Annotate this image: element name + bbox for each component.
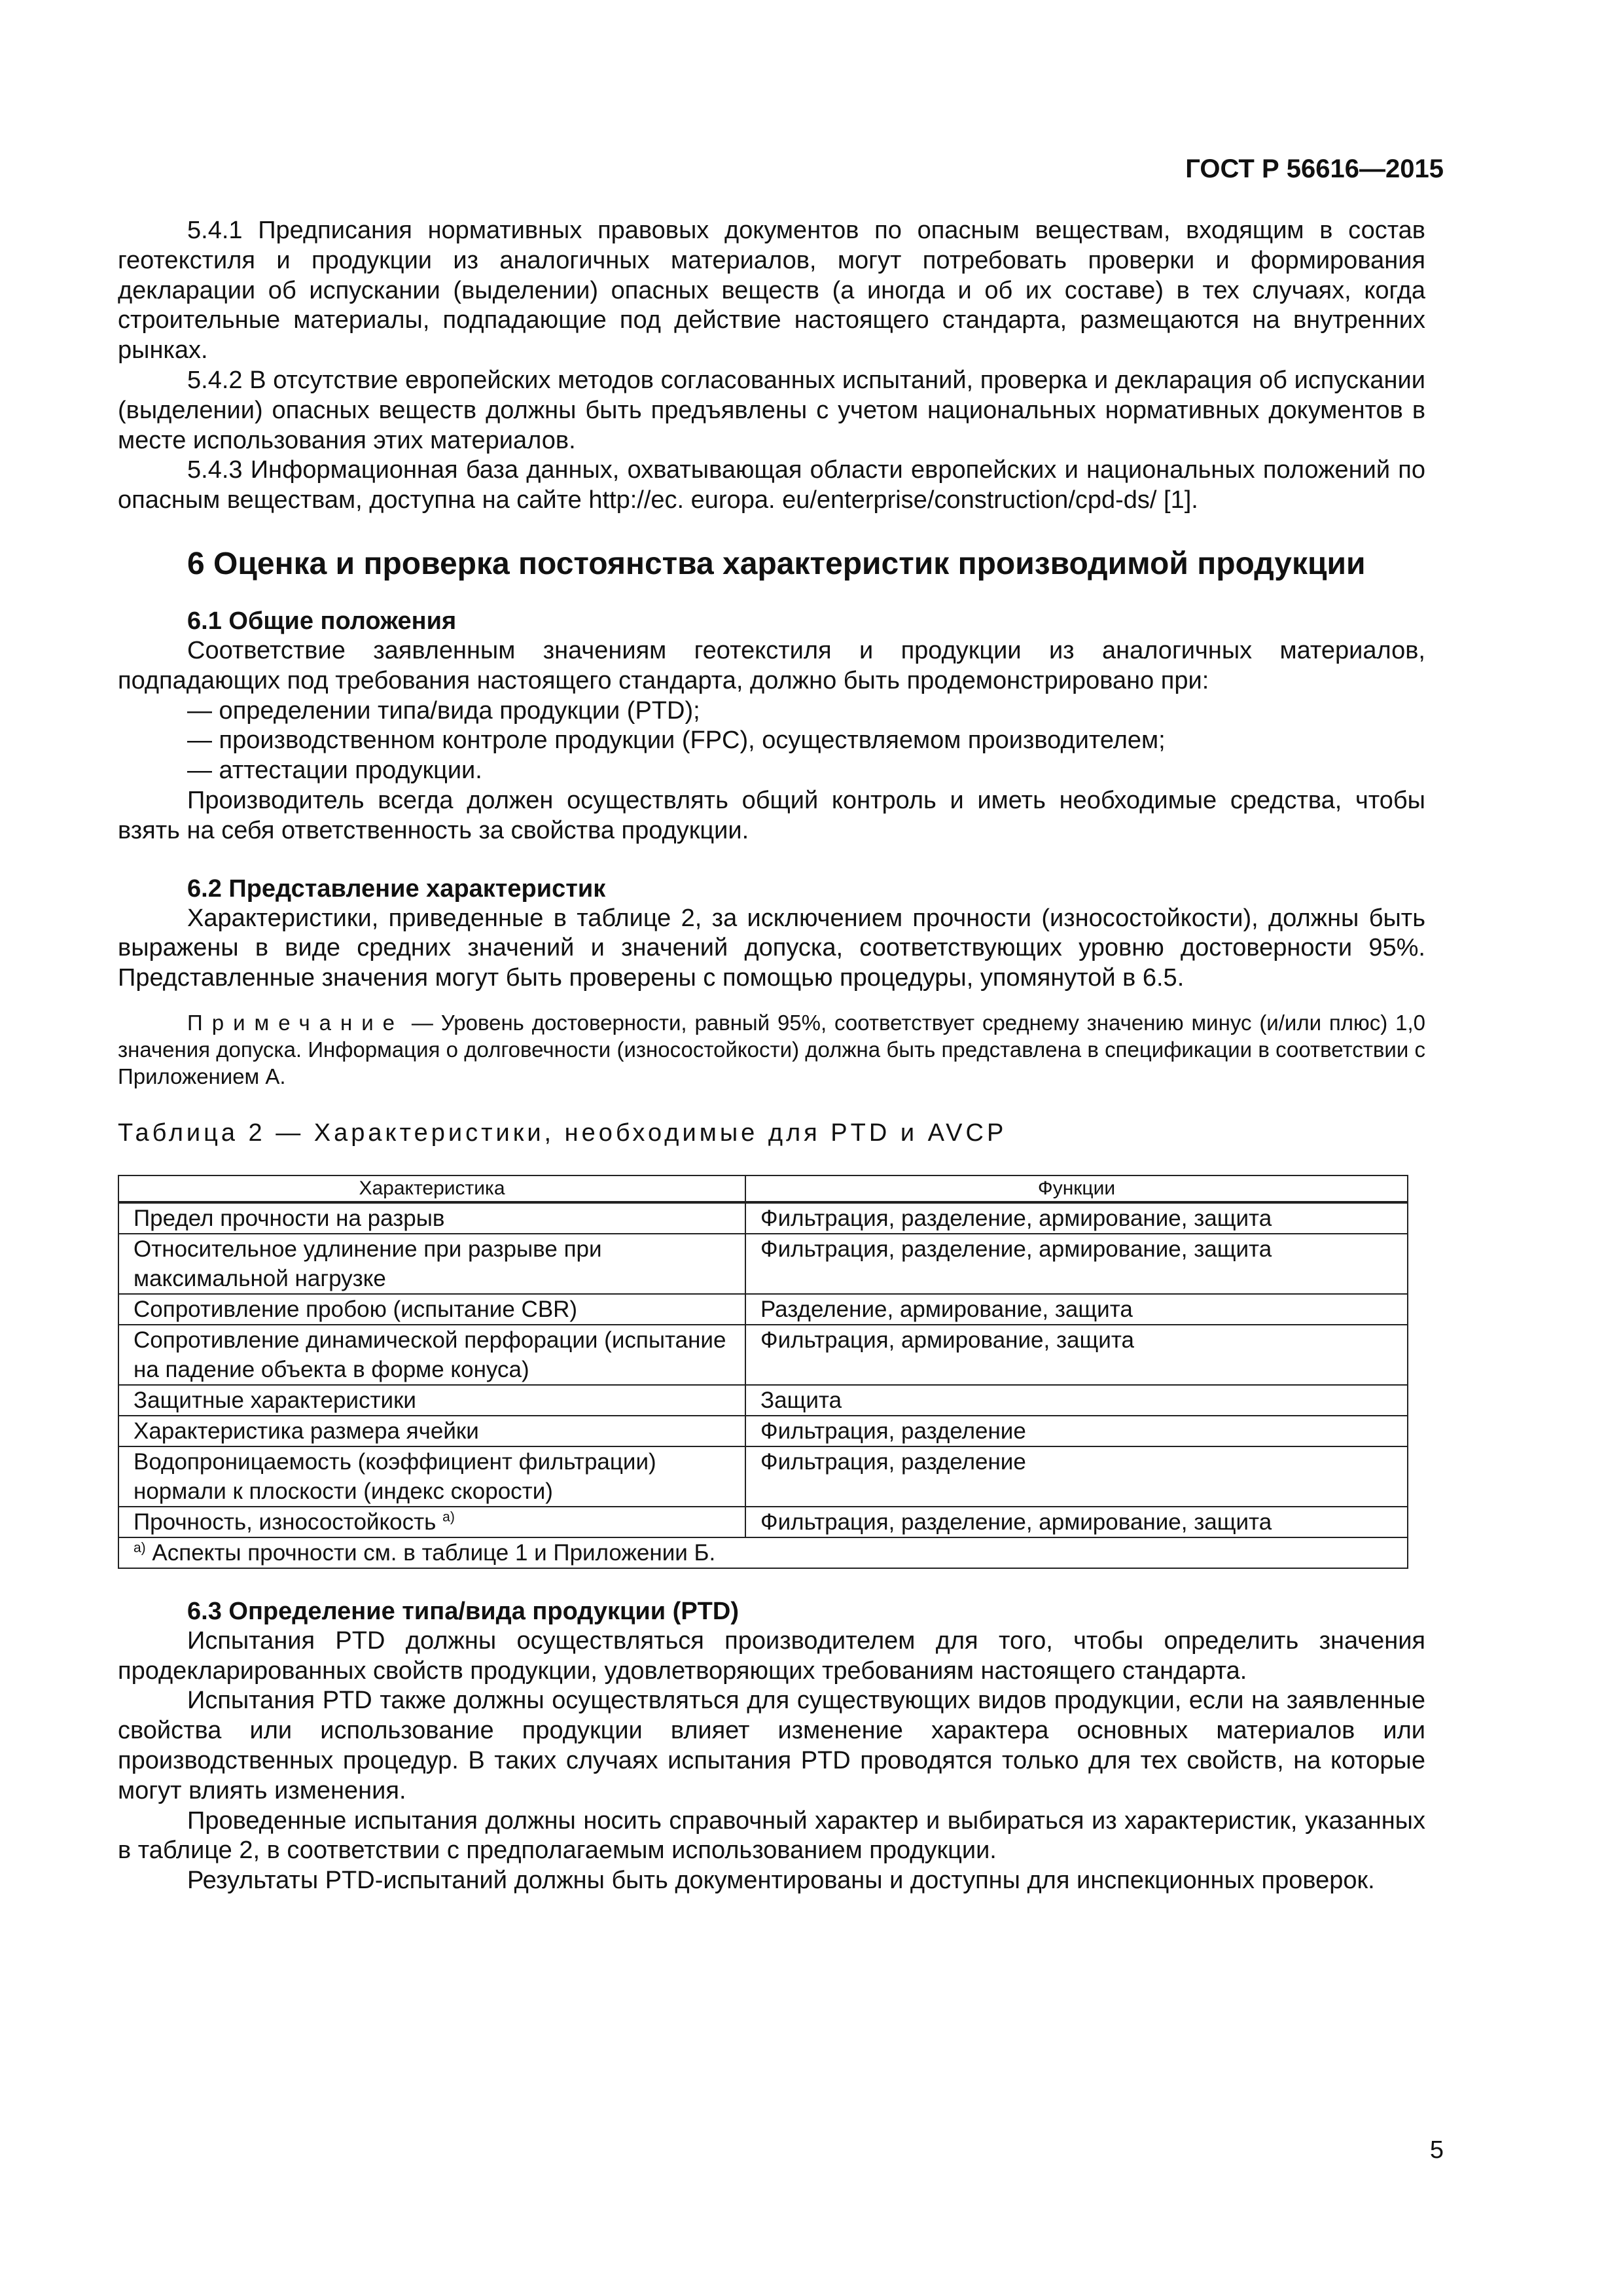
section-6-3-paragraph: Испытания PTD также должны осуществляться для существующих видов продукции, если на заявленные свойства или использование продукции влияет изменение характера основных материалов или производственных процедур. В таких случаях испытания PTD проводятся только для тех свойств, на которые могут влиять изменения. xyxy=(118,1687,1425,1804)
table-row xyxy=(118,1446,1408,1507)
list-item: — определении типа/вида продукции (PTD); xyxy=(187,696,700,725)
table-cell-functions: Фильтрация, разделение xyxy=(745,1446,1408,1507)
table-footnote xyxy=(118,1537,1408,1568)
table-cell-characteristic: Водопроницаемость (коэффициент фильтрации) нормали к плоскости (индекс скорости) xyxy=(118,1446,745,1507)
table-header-functions: Функции xyxy=(745,1175,1408,1202)
table-row xyxy=(118,1325,1408,1385)
section-6-1-intro: Соответствие заявленным значениям геотекстиля и продукции из аналогичных материалов, подпадающих под требования настоящего стандарта, должно быть продемонстрировано при: xyxy=(118,636,1425,694)
table-row xyxy=(118,1507,1408,1537)
page-number: 5 xyxy=(1429,2136,1444,2164)
document-code: ГОСТ Р 56616—2015 xyxy=(1185,154,1444,183)
table-cell-characteristic: Относительное удлинение при разрыве при максимальной нагрузке xyxy=(118,1234,745,1294)
table-cell-text: Прочность, износостойкость xyxy=(134,1509,437,1535)
table-header-row xyxy=(118,1175,1408,1202)
table-2-caption: Таблица 2 — Характеристики, необходимые для PTD и AVCP xyxy=(118,1119,1007,1147)
paragraph-5-4-3: 5.4.3 Информационная база данных, охватывающая области европейских и национальных положений по опасным веществам, доступна на сайте http://ec. europa. eu/enterprise/construction/cpd-ds/ [1]. xyxy=(118,456,1425,514)
note-label: Примечание xyxy=(187,1010,404,1035)
paragraph-5-4-2: 5.4.2 В отсутствие европейских методов согласованных испытаний, проверка и декларация об испускании (выделении) опасных веществ должны быть предъявлены с учетом национальных нормативных документов в месте использования этих материалов. xyxy=(118,366,1425,454)
table-cell-functions: Защита xyxy=(745,1385,1408,1416)
table-cell-characteristic: Характеристика размера ячейки xyxy=(118,1416,745,1446)
table-cell-functions: Фильтрация, разделение xyxy=(745,1416,1408,1446)
table-cell-functions: Фильтрация, разделение, армирование, защита xyxy=(745,1507,1408,1537)
table-row xyxy=(118,1294,1408,1325)
table-header-characteristic: Характеристика xyxy=(118,1175,745,1202)
table-cell-characteristic: Предел прочности на разрыв xyxy=(118,1202,745,1234)
section-6-2-text: Характеристики, приведенные в таблице 2, за исключением прочности (износостойкости), должны быть выражены в виде средних значений и значений допуска, соответствующих уровню достоверности 95%. Представленные значения могут быть проверены с помощью процедуры, упомянутой в 6.5. xyxy=(118,904,1425,992)
table-cell-characteristic: Сопротивление динамической перфорации (испытание на падение объекта в форме конуса) xyxy=(118,1325,745,1385)
table-cell-functions: Фильтрация, разделение, армирование, защита xyxy=(745,1234,1408,1294)
table-row xyxy=(118,1202,1408,1234)
paragraph-5-4-1: 5.4.1 Предписания нормативных правовых документов по опасным веществам, входящим в состав геотекстиля и продукции из аналогичных материалов, могут потребовать проверки и формирования декларации об испускании (выделении) опасных веществ (а иногда и об их составе) в тех случаях, когда строительные материалы, подпадающие под действие настоящего стандарта, размещаются на внутренних рынках. xyxy=(118,217,1425,365)
table-cell-functions: Фильтрация, разделение, армирование, защита xyxy=(745,1202,1408,1234)
table-footnote-row xyxy=(118,1537,1408,1568)
table-cell-functions: Разделение, армирование, защита xyxy=(745,1294,1408,1325)
table-2 xyxy=(118,1175,1408,1569)
table-row xyxy=(118,1416,1408,1446)
table-cell-characteristic: Сопротивление пробою (испытание CBR) xyxy=(118,1294,745,1325)
section-6-3-title: 6.3 Определение типа/вида продукции (PTD) xyxy=(187,1597,739,1625)
note xyxy=(118,1009,1425,1090)
footnote-marker: а) xyxy=(442,1509,455,1525)
section-6-1-title: 6.1 Общие положения xyxy=(187,607,457,635)
section-6-2-title: 6.2 Представление характеристик xyxy=(187,874,606,903)
note-text: — Уровень достоверности, равный 95%, соответствует среднему значению минус (и/или плюс) 1,0 значения допуска. Информация о долговечности (износостойкости) должна быть представлена в спецификации в соответствии с Приложением А. xyxy=(118,1010,1426,1088)
page-content xyxy=(118,216,1425,1896)
footnote-marker: а) xyxy=(134,1540,146,1556)
section-6-3-paragraph: Испытания PTD должны осуществляться производителем для того, чтобы определить значения продекларированных свойств продукции, удовлетворяющих требованиям настоящего стандарта. xyxy=(118,1626,1425,1685)
section-6-1-closing: Производитель всегда должен осуществлять общий контроль и иметь необходимые средства, чтобы взять на себя ответственность за свойства продукции. xyxy=(118,786,1425,844)
table-cell-functions: Фильтрация, армирование, защита xyxy=(745,1325,1408,1385)
table-row xyxy=(118,1385,1408,1416)
section-6-title: 6 Оценка и проверка постоянства характеристик производимой продукции xyxy=(187,546,1366,581)
list-item: — аттестации продукции. xyxy=(187,757,482,785)
section-6-3-paragraph: Результаты PTD-испытаний должны быть документированы и доступны для инспекционных проверок. xyxy=(187,1867,1375,1895)
table-row xyxy=(118,1234,1408,1294)
footnote-text: Аспекты прочности см. в таблице 1 и Приложении Б. xyxy=(152,1539,716,1566)
table-cell-characteristic xyxy=(118,1507,745,1537)
list-item: — производственном контроле продукции (FPC), осуществляемом производителем; xyxy=(187,726,1166,755)
section-6-3-paragraph: Проведенные испытания должны носить справочный характер и выбираться из характеристик, указанных в таблице 2, в соответствии с предполагаемым использованием продукции. xyxy=(118,1806,1425,1865)
table-cell-characteristic: Защитные характеристики xyxy=(118,1385,745,1416)
